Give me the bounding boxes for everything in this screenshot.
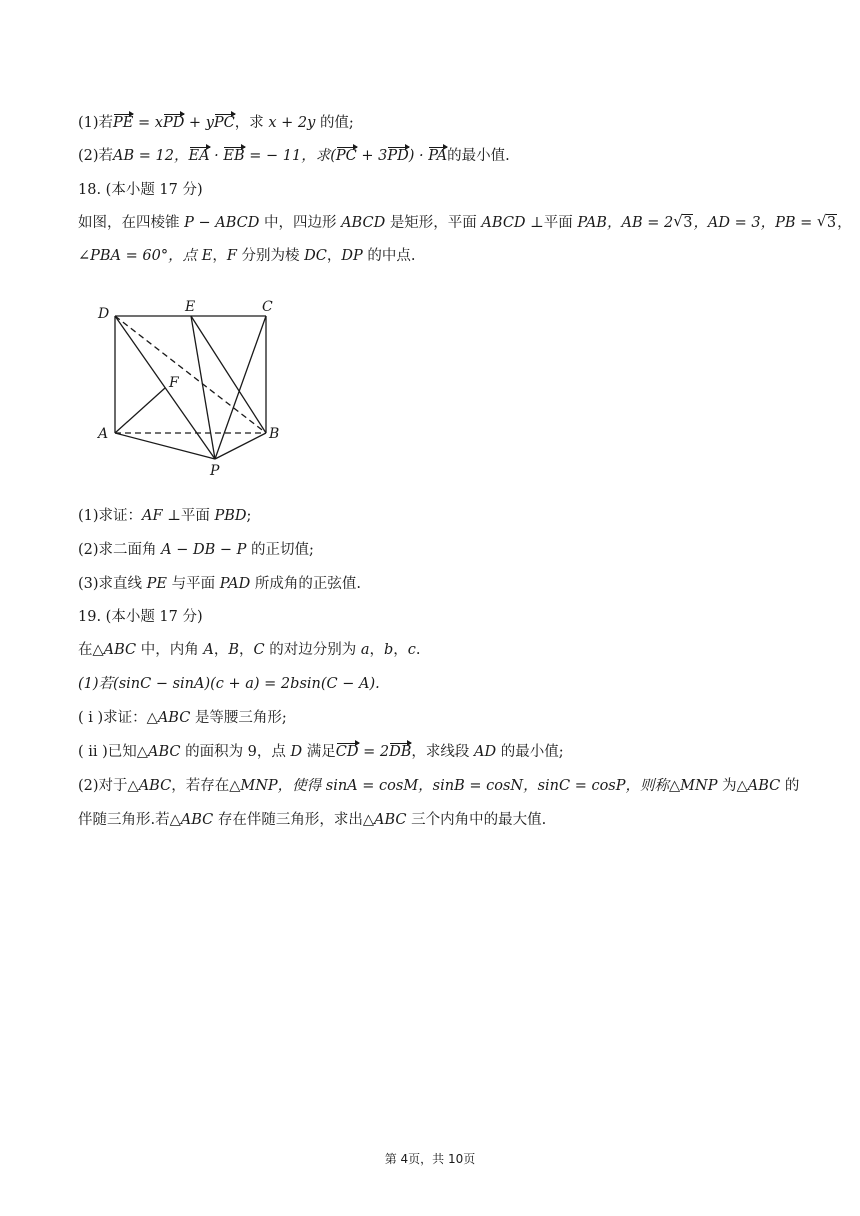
label-F: F <box>169 375 179 391</box>
p19-header: 19. (本小题 17 分) <box>78 609 203 625</box>
label-E: E <box>185 299 196 315</box>
p17-part1: (1)若PE = xPD + yPC，求 x + 2y 的值; <box>78 115 354 131</box>
p19-part1: (1)若(sinC − sinA)(c + a) = 2bsin(C − A). <box>78 676 380 692</box>
edge-AF <box>115 388 165 433</box>
p18-stem-line1: 如图，在四棱锥 P − ABCD 中，四边形 ABCD 是矩形，平面 ABCD ⊥平面 PAB，AB = 2 √ 3，AD = 3，PB = √ 3， <box>78 212 852 231</box>
p19-stem: 在△ABC 中，内角 A，B，C 的对边分别为 a，b，c. <box>78 642 421 658</box>
p18-q2: (2)求二面角 A − DB − P 的正切值; <box>78 542 314 558</box>
p19-part2-line1: (2)对于△ABC，若存在△MNP，使得 sinA = cosM，sinB = cosN，sinC = cosP，则称△MNP 为△ABC 的 <box>78 778 800 794</box>
p18-header: 18. (本小题 17 分) <box>78 182 203 198</box>
label-A: A <box>98 426 109 442</box>
label-C: C <box>262 299 273 315</box>
edge-EB <box>191 316 266 433</box>
page-footer: 第 4页，共 10页 <box>384 1152 476 1166</box>
edge-DB-hidden <box>115 316 266 433</box>
p18-stem-line2: ∠PBA = 60°，点 E，F 分别为棱 DC，DP 的中点. <box>78 248 416 264</box>
p17-part2: (2)若AB = 12，EA · EB = − 11，求(PC + 3PD) · PA的最小值. <box>78 148 510 164</box>
edge-EP <box>191 316 215 459</box>
p19-part2-line2: 伴随三角形.若△ABC 存在伴随三角形，求出△ABC 三个内角中的最大值. <box>78 812 547 828</box>
p19-sub2: ( ⅱ )已知△ABC 的面积为 9，点 D 满足CD = 2DB，求线段 AD 的最小值; <box>78 744 564 760</box>
label-B: B <box>269 426 280 442</box>
label-D: D <box>98 306 110 322</box>
p19-sub1: ( ⅰ )求证：△ABC 是等腰三角形; <box>78 710 287 726</box>
p18-q1: (1)求证：AF ⊥平面 PBD; <box>78 508 252 524</box>
label-P: P <box>210 463 220 478</box>
pyramid-figure <box>90 296 290 478</box>
p18-q3: (3)求直线 PE 与平面 PAD 所成角的正弦值. <box>78 576 361 592</box>
